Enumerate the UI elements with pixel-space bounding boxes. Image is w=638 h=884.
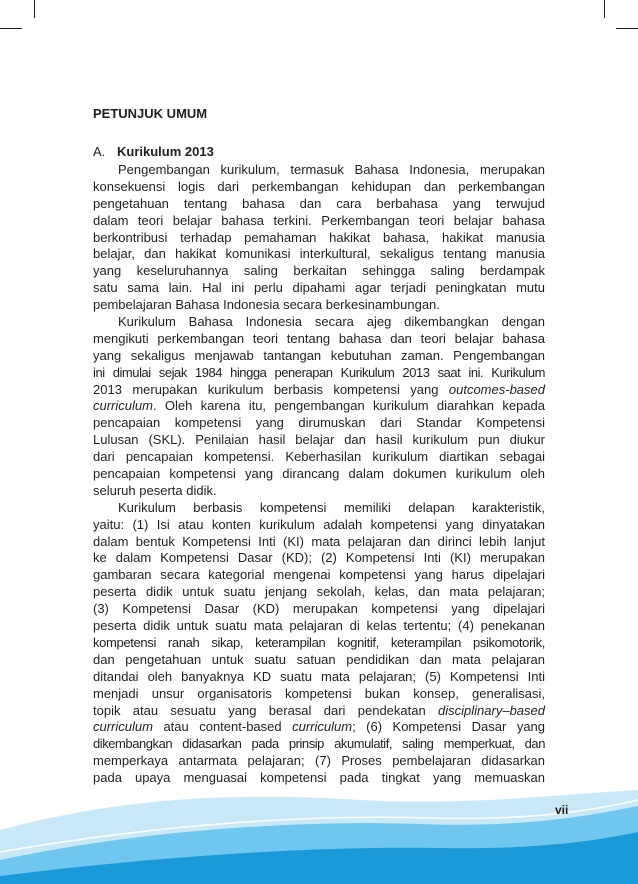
body-text [93,162,545,787]
text-line: Pengembangan kurikulum, termasuk Bahasa Indonesia, merupakan [118,162,545,177]
text-line: ini dimulai sejak 1984 hingga penerapan Kurikulum 2013 saat ini. Kurikulum [93,364,545,380]
text-line: satu sama lain. Hal ini perlu dipahami agar terjadi peningkatan mutu [93,280,545,296]
text-line: kompetensi ranah sikap, keterampilan kognitif, keterampilan psikomotorik, [93,634,545,650]
text-line: belajar, dan hakikat komunikasi interkultural, sekaligus tentang manusia [93,246,545,262]
text-line: mengikuti perkembangan teori tentang bahasa dan teori belajar bahasa [93,330,545,346]
text-line: yang keseluruhannya saling berkaitan sehingga saling berdampak [93,263,545,279]
crop-mark [616,28,638,29]
page-heading: PETUNJUK UMUM [93,106,208,121]
text-line: ke dalam Kompetensi Dasar (KD); (2) Kompetensi Inti (KI) merupakan [93,550,545,566]
section-title [93,144,545,159]
text-line: dikembangkan didasarkan pada prinsip akumulatif, saling memperkuat, dan [93,736,545,752]
text-line: dan pengetahuan untuk suatu satuan pendidikan dan mata pelajaran [93,651,545,667]
text-line: seluruh peserta didik. [93,482,217,498]
text-line: dalam teori belajar bahasa terkini. Perkembangan teori belajar bahasa [93,212,545,228]
text-line: memperkaya antarmata pelajaran; (7) Proses pembelajaran didasarkan [93,753,545,769]
text-line: yaitu: (1) Isi atau konten kurikulum adalah kompetensi yang dinyatakan [93,516,545,532]
text-line: dari pencapaian kompetensi. Keberhasilan kurikulum diartikan sebagai [93,449,545,465]
text-line: Lulusan (SKL). Penilaian hasil belajar dan hasil kurikulum pun diukur [93,432,545,448]
text-line: curriculum atau content-based curriculum; (6) Kompetensi Dasar yang [93,719,546,735]
crop-mark [0,28,22,29]
section-name: Kurikulum 2013 [117,144,214,159]
text-line: curriculum. Oleh karena itu, pengembangan kurikulum diarahkan kepada [93,398,545,414]
text-line: Kurikulum Bahasa Indonesia secara ajeg dikembangkan dengan [118,314,545,330]
text-line: pencapaian kompetensi yang dirumuskan dari Standar Kompetensi [93,415,545,431]
crop-mark [604,0,605,18]
footer-wave [0,790,638,884]
text-line: (3) Kompetensi Dasar (KD) merupakan kompetensi yang dipelajari [93,601,545,617]
text-line: menjadi unsur organisatoris kompetensi bukan konsep, generalisasi, [93,685,545,701]
crop-mark [34,0,35,18]
text-line: Kurikulum berbasis kompetensi memiliki delapan karakteristik, [118,499,545,515]
text-line: peserta didik untuk suatu mata pelajaran di kelas tertentu; (4) penekanan [93,618,545,634]
text-line: pembelajaran Bahasa Indonesia secara berkesinambungan. [93,297,440,313]
text-line: 2013 merupakan kurikulum berbasis kompetensi yang outcomes-based [93,381,545,397]
text-line: ditandai oleh banyaknya KD suatu mata pelajaran; (5) Kompetensi Inti [93,668,545,684]
text-line: konsekuensi logis dari perkembangan kehidupan dan perkembangan [93,178,545,194]
text-line: gambaran secara kategorial mengenai kompetensi yang harus dipelajari [93,567,545,583]
text-line: yang sekaligus menjawab tantangan kebutuhan zaman. Pengembangan [93,347,545,363]
text-line: pada upaya menguasai kompetensi pada tingkat yang memuaskan [93,770,545,786]
text-line: topik atau sesuatu yang berasal dari pendekatan disciplinary–based [93,702,545,718]
text-line: peserta didik untuk suatu jenjang sekolah, kelas, dan mata pelajaran; [93,584,545,600]
page-number: vii [555,803,569,817]
text-line: pengetahuan tentang bahasa dan cara berbahasa yang terwujud [93,195,545,211]
section-letter: A. [93,144,106,159]
text-line: dalam bentuk Kompetensi Inti (KI) mata pelajaran dan dirinci lebih lanjut [93,533,545,549]
text-line: berkontribusi terhadap pemahaman hakikat bahasa, hakikat manusia [93,229,545,245]
text-line: pencapaian kompetensi yang dirancang dalam dokumen kurikulum oleh [93,466,545,482]
